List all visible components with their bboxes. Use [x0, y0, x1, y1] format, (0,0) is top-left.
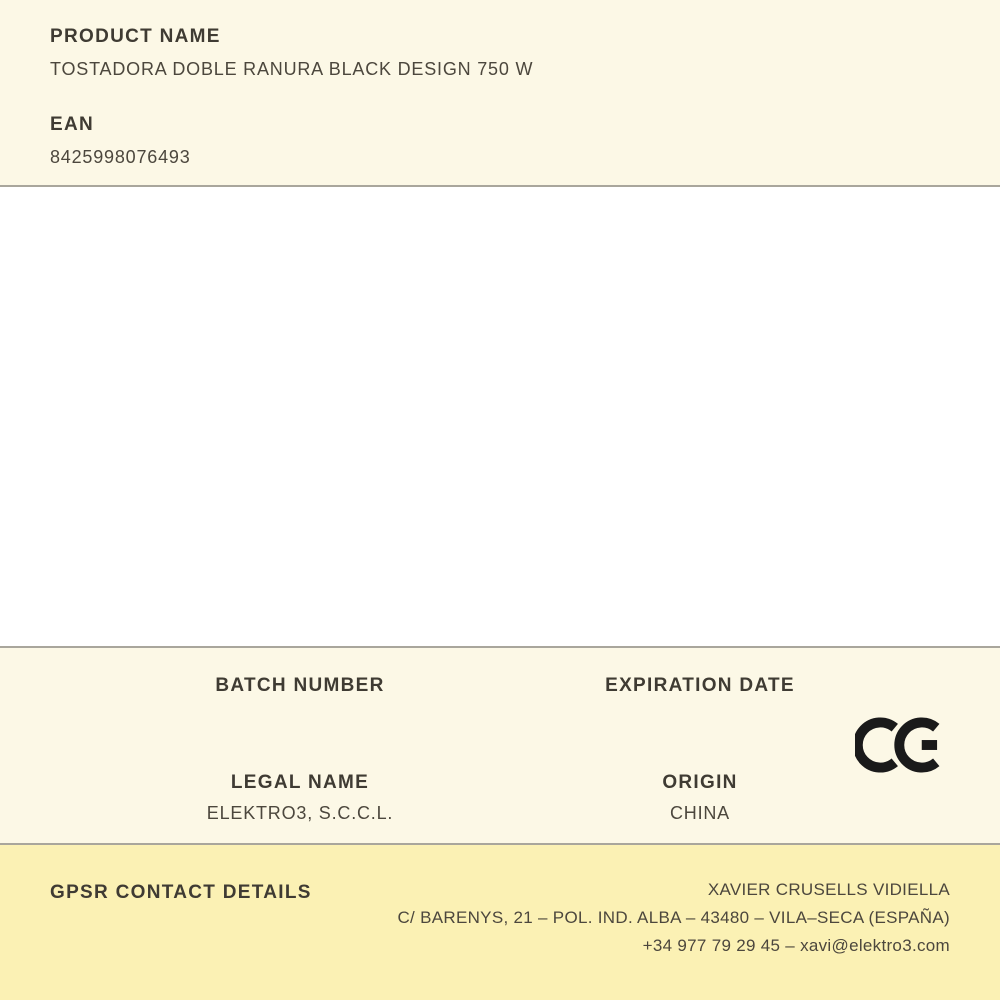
origin-label: ORIGIN [662, 771, 738, 793]
contact-address: C/ BARENYS, 21 – POL. IND. ALBA – 43480 – VILA–SECA (ESPAÑA) [397, 908, 950, 927]
expiration-date-cell [550, 675, 850, 705]
ean-label: EAN [50, 114, 95, 136]
legal-name-label: LEGAL NAME [230, 771, 370, 793]
details-header-row [50, 675, 950, 705]
ce-mark-icon [855, 714, 947, 776]
ean-value: 8425998076493 [50, 147, 191, 168]
batch-number-label: BATCH NUMBER [215, 675, 385, 696]
gpsr-contact-label: GPSR CONTACT DETAILS [50, 882, 312, 903]
batch-number-cell [50, 675, 550, 705]
product-image-placeholder [0, 187, 1000, 646]
product-name-label: PRODUCT NAME [50, 26, 221, 47]
contact-person-name: XAVIER CRUSELLS VIDIELLA [707, 880, 950, 899]
origin-cell [550, 772, 850, 824]
gpsr-contact-lines [397, 876, 950, 960]
expiration-date-label: EXPIRATION DATE [605, 675, 795, 696]
product-info-section [0, 0, 1000, 185]
contact-phone-email: +34 977 79 29 45 – xavi@elektro3.com [642, 936, 950, 955]
details-section [0, 648, 1000, 843]
origin-value: CHINA [669, 802, 730, 823]
product-name-field [50, 26, 950, 80]
product-name-value: TOSTADORA DOBLE RANURA BLACK DESIGN 750 W [50, 58, 534, 79]
legal-name-value: ELEKTRO3, S.C.C.L. [206, 802, 394, 823]
gpsr-contact-section [0, 845, 1000, 1000]
ean-field [50, 114, 950, 168]
legal-name-cell [50, 772, 550, 824]
details-second-row [50, 772, 950, 824]
